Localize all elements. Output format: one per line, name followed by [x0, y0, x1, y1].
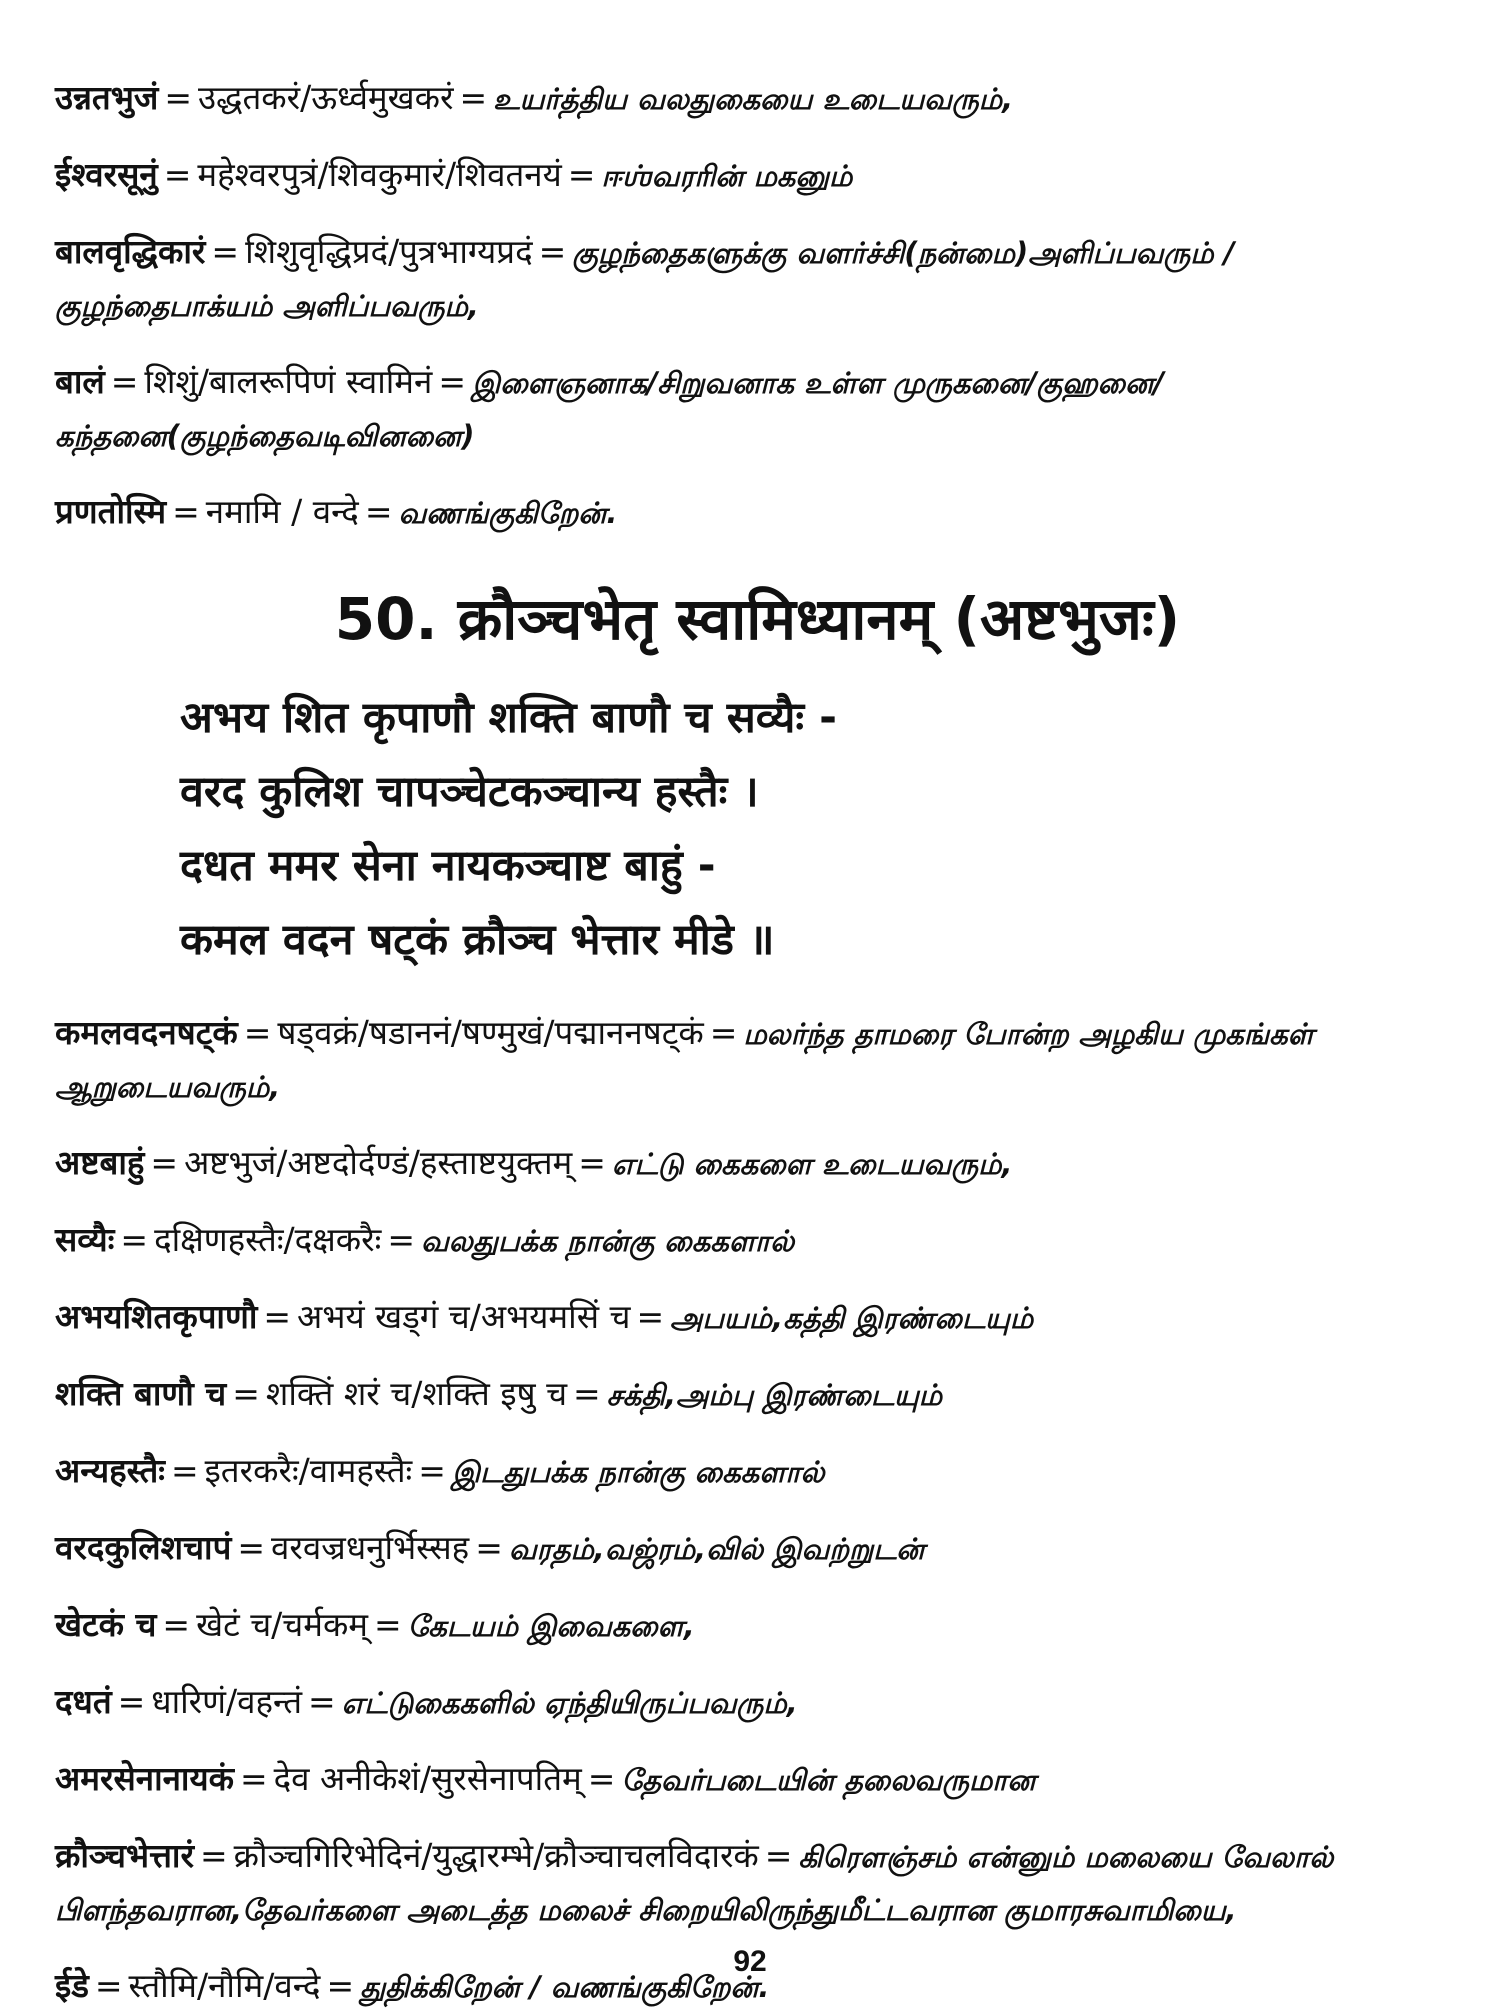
glossary-bottom — [55, 1007, 1460, 2013]
section-title: 50. क्रौञ्चभेतृ स्वामिध्यानम् (अष्टभुजः) — [334, 585, 1181, 653]
tamil-meaning: வரதம்,வஜ்ரம்,வில் இவற்றுடன் — [508, 1532, 925, 1566]
glossary-entry: ईडे = स्तौमि/नौमि/वन्दे = துதிக்கிறேன் / வணங்குகிறேன். — [55, 1966, 770, 2005]
sanskrit-term: वरदकुलिशचापं — [55, 1528, 232, 1567]
sanskrit-term: खेटकं च — [55, 1605, 157, 1644]
tamil-meaning: இளைஞனாக/சிறுவனாக உள்ள முருகனை/குஹனை/கந்தனை(குழந்தைவடிவினனை) — [55, 366, 1164, 453]
glossary-entry: अष्टबाहुं = अष्टभुजं/अष्टदोर्दण्डं/हस्ताष्टयुक्तम् = எட்டு கைகளை உடையவரும், — [55, 1143, 1013, 1182]
glossary-entry: अमरसेनानायकं = देव अनीकेशं/सुरसेनापतिम् = தேவர்படையின் தலைவருமான — [55, 1759, 1036, 1798]
verse-line: अभय शित कृपाणौ शक्ति बाणौ च सव्यैः - — [180, 693, 837, 743]
verse-line: दधत ममर सेना नायकञ्चाष्ट बाहुं - — [180, 841, 716, 891]
sanskrit-synonyms: धारिणं/वहन्तं — [151, 1682, 303, 1721]
tamil-meaning: சக்தி,அம்பு இரண்டையும் — [606, 1378, 943, 1412]
sanskrit-synonyms: दक्षिणहस्तैः/दक्षकरैः — [154, 1220, 382, 1259]
sanskrit-synonyms: शिशुं/बालरूपिणं स्वामिनं — [144, 362, 433, 401]
glossary-top — [55, 72, 1460, 539]
page-number: 92 — [733, 1945, 767, 1978]
sanskrit-synonyms: स्तौमि/नौमि/वन्दे — [128, 1966, 321, 2005]
tamil-meaning: வலதுபக்க நான்கு கைகளால் — [420, 1224, 795, 1258]
sanskrit-term: प्रणतोस्मि — [55, 492, 167, 531]
sanskrit-synonyms: शिशुवृद्धिप्रदं/पुत्रभाग्यप्रदं — [245, 232, 533, 271]
tamil-meaning: ஈஶ்வரரின் மகனும் — [601, 159, 853, 193]
glossary-entry: दधतं = धारिणं/वहन्तं = எட்டுகைகளில் ஏந்தியிருப்பவரும், — [55, 1682, 798, 1721]
sanskrit-synonyms: वरवज्रधनुर्भिस्सह — [270, 1528, 470, 1567]
glossary-entry: कमलवदनषट्कं = षड्वक्रं/षडाननं/षण्मुखं/पद्माननषट्कं = மலர்ந்த தாமரை போன்ற அழகிய முகங்கள் ஆறுடையவரும், — [55, 1013, 1314, 1104]
tamil-meaning: கிரௌஞ்சம் என்னும் மலையை வேலால் பிளந்தவரான,தேவர்களை அடைத்த மலைச் சிறையிலிருந்துமீட்டவரான குமாரசுவாமியை, — [55, 1840, 1334, 1927]
sanskrit-synonyms: खेटं च/चर्मकम् — [196, 1605, 369, 1644]
glossary-entry: सव्यैः = दक्षिणहस्तैः/दक्षकरैः = வலதுபக்க நான்கு கைகளால் — [55, 1220, 795, 1259]
sanskrit-synonyms: देव अनीकेशं/सुरसेनापतिम् — [273, 1759, 582, 1798]
tamil-meaning: உயர்த்திய வலதுகையை உடையவரும், — [493, 82, 1014, 116]
verse-line: कमल वदन षट्कं क्रौञ्च भेत्तार मीडे ॥ — [180, 915, 775, 965]
sanskrit-term: अमरसेनानायकं — [55, 1759, 234, 1798]
sanskrit-term: क्रौञ्चभेत्तारं — [55, 1836, 194, 1875]
sanskrit-term: ईश्वरसूनुं — [55, 155, 158, 194]
sanskrit-term: कमलवदनषट्कं — [55, 1013, 238, 1052]
sloka-verse — [55, 681, 1460, 977]
tamil-meaning: துதிக்கிறேன் / வணங்குகிறேன். — [360, 1970, 770, 2004]
sanskrit-synonyms: इतरकरैः/वामहस्तैः — [204, 1451, 413, 1490]
sanskrit-term: अन्यहस्तैः — [55, 1451, 165, 1490]
verse-line: वरद कुलिश चापञ्चेटकञ्चान्य हस्तैः । — [180, 767, 759, 817]
glossary-entry: अन्यहस्तैः = इतरकरैः/वामहस्तैः = இடதுபக்க நான்கு கைகளால் — [55, 1451, 825, 1490]
tamil-meaning: இடதுபக்க நான்கு கைகளால் — [451, 1455, 825, 1489]
tamil-meaning: கேடயம் இவைகளை, — [407, 1609, 695, 1643]
tamil-meaning: தேவர்படையின் தலைவருமான — [621, 1763, 1036, 1797]
sanskrit-term: शक्ति बाणौ च — [55, 1374, 227, 1413]
tamil-meaning: குழந்தைகளுக்கு வளர்ச்சி(நன்மை)அளிப்பவரும் / குழந்தைபாக்யம் அளிப்பவரும், — [55, 236, 1235, 323]
tamil-meaning: மலர்ந்த தாமரை போன்ற அழகிய முகங்கள் ஆறுடையவரும், — [55, 1017, 1314, 1104]
glossary-entry: बालवृद्धिकारं = शिशुवृद्धिप्रदं/पुत्रभाग्यप्रदं = குழந்தைகளுக்கு வளர்ச்சி(நன்மை)அளிப்பவரும் / குழந்தைபாக்யம் அளிப்பவரும், — [55, 232, 1235, 323]
sanskrit-term: ईडे — [55, 1966, 89, 2005]
glossary-entry: उन्नतभुजं = उद्धतकरं/ऊर्ध्वमुखकरं = உயர்த்திய வலதுகையை உடையவரும், — [55, 78, 1014, 117]
glossary-entry: अभयशितकृपाणौ = अभयं खड्गं च/अभयमसिं च = அபயம்,கத்தி இரண்டையும் — [55, 1297, 1034, 1336]
sanskrit-term: अष्टबाहुं — [55, 1143, 145, 1182]
sanskrit-term: बालवृद्धिकारं — [55, 232, 206, 271]
tamil-meaning: வணங்குகிறேன். — [398, 496, 618, 530]
glossary-entry: शक्ति बाणौ च = शक्तिं शरं च/शक्ति इषु च = சக்தி,அம்பு இரண்டையும் — [55, 1374, 943, 1413]
sanskrit-term: उन्नतभुजं — [55, 78, 159, 117]
sanskrit-synonyms: षड्वक्रं/षडाननं/षण्मुखं/पद्माननषट्कं — [277, 1013, 704, 1052]
glossary-entry: क्रौञ्चभेत्तारं = क्रौञ्चगिरिभेदिनं/युद्धारम्भे/क्रौञ्चाचलविदारकं = கிரௌஞ்சம் என்னும் மலையை வேலால் பிளந்தவரான,தேவர்களை அடைத்த மலைச் சிறையிலிருந்துமீட்டவரான குமாரசுவாமியை, — [55, 1836, 1334, 1927]
glossary-entry: बालं = शिशुं/बालरूपिणं स्वामिनं = இளைஞனாக/சிறுவனாக உள்ள முருகனை/குஹனை/கந்தனை(குழந்தைவடிவினனை) — [55, 362, 1164, 453]
sanskrit-term: बालं — [55, 362, 105, 401]
glossary-entry: प्रणतोस्मि = नमामि / वन्दे = வணங்குகிறேன். — [55, 492, 618, 531]
sanskrit-synonyms: महेश्वरपुत्रं/शिवकुमारं/शिवतनयं — [197, 155, 562, 194]
glossary-entry: वरदकुलिशचापं = वरवज्रधनुर्भिस्सह = வரதம்,வஜ்ரம்,வில் இவற்றுடன் — [55, 1528, 925, 1567]
sanskrit-synonyms: अष्टभुजं/अष्टदोर्दण्डं/हस्ताष्टयुक्तम् — [184, 1143, 573, 1182]
sanskrit-synonyms: नमामि / वन्दे — [205, 492, 359, 531]
sanskrit-synonyms: उद्धतकरं/ऊर्ध्वमुखकरं — [198, 78, 454, 117]
tamil-meaning: அபயம்,கத்தி இரண்டையும் — [670, 1301, 1034, 1335]
sanskrit-synonyms: अभयं खड्गं च/अभयमसिं च — [297, 1297, 631, 1336]
tamil-meaning: எட்டு கைகளை உடையவரும், — [611, 1147, 1013, 1181]
sanskrit-synonyms: क्रौञ्चगिरिभेदिनं/युद्धारम्भे/क्रौञ्चाचलविदारकं — [233, 1836, 759, 1875]
glossary-entry: खेटकं च = खेटं च/चर्मकम् = கேடயம் இவைகளை, — [55, 1605, 695, 1644]
sanskrit-synonyms: शक्तिं शरं च/शक्ति इषु च — [265, 1374, 568, 1413]
tamil-meaning: எட்டுகைகளில் ஏந்தியிருப்பவரும், — [341, 1686, 798, 1720]
sanskrit-term: अभयशितकृपाणौ — [55, 1297, 258, 1336]
sanskrit-term: सव्यैः — [55, 1220, 115, 1259]
sanskrit-term: दधतं — [55, 1682, 112, 1721]
glossary-entry: ईश्वरसूनुं = महेश्वरपुत्रं/शिवकुमारं/शिवतनयं = ஈஶ்வரரின் மகனும் — [55, 155, 853, 194]
